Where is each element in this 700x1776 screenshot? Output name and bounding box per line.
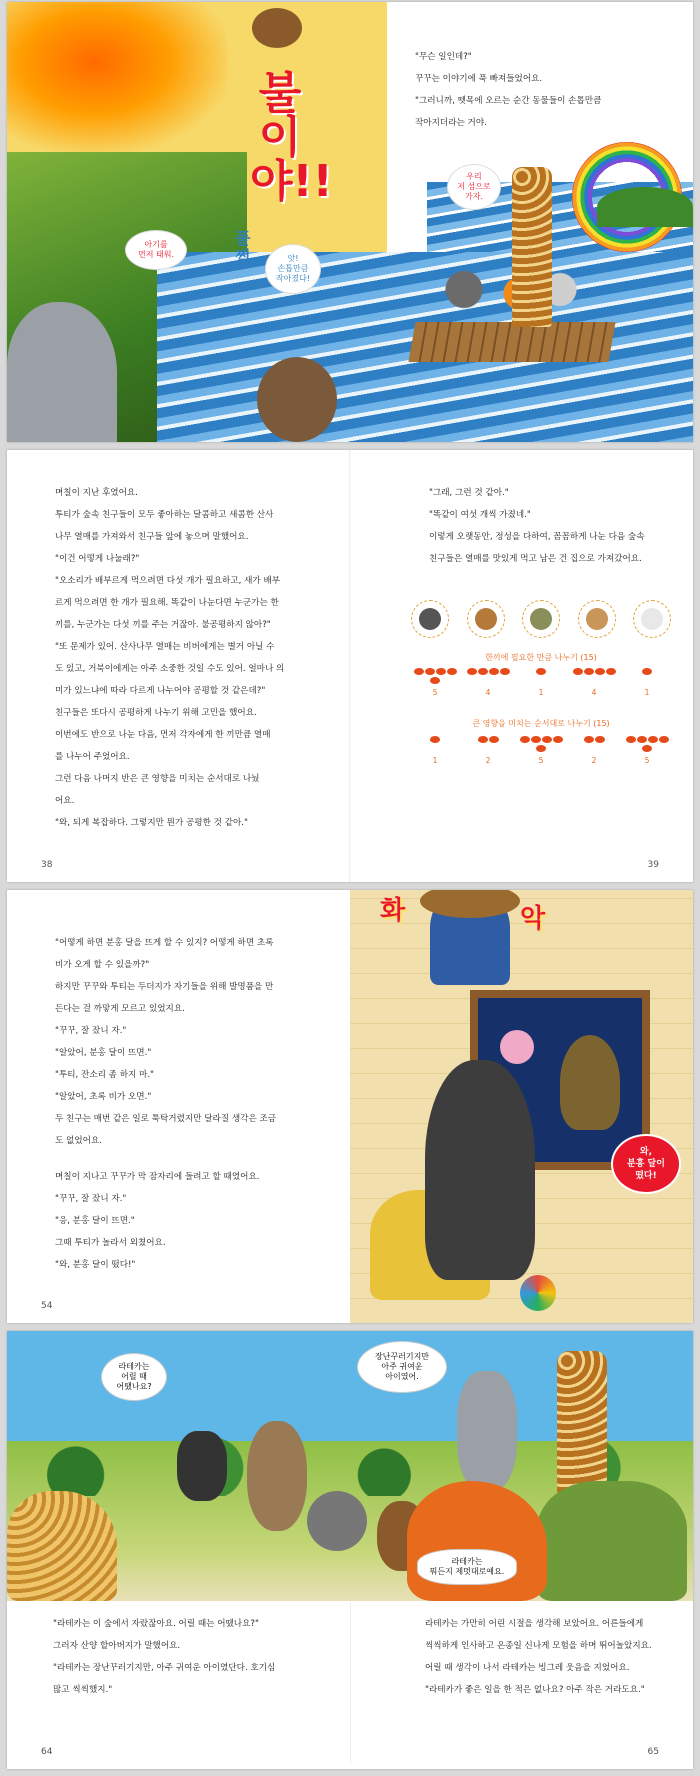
- story-text: [45, 932, 276, 1276]
- story-text-right: [419, 482, 645, 570]
- yarn-ball-illustration: [520, 1275, 556, 1311]
- berry-icon: [489, 668, 499, 675]
- berry-group: [623, 736, 671, 752]
- text-line: "라테카는 이 숲에서 자랐잖아요. 어릴 때는 어땠나요?": [53, 1619, 259, 1629]
- text-line: 어릴 때 생각이 나서 라테카는 빙그레 웃음을 지었어요.: [425, 1663, 630, 1673]
- share-cell: [464, 668, 512, 697]
- crocodile-illustration: [537, 1481, 687, 1601]
- text-line: "이건 어떻게 나눌래?": [55, 554, 140, 564]
- caption-meal-share: 한끼에 필요한 만큼 나누기 (15): [485, 653, 597, 662]
- berry-icon: [520, 736, 530, 743]
- text-line: 비가 오게 할 수 있을까?": [55, 960, 150, 970]
- berry-icon: [584, 668, 594, 675]
- text-line: 많고 씩씩했지.": [53, 1685, 113, 1695]
- mole-character-illustration: [425, 1060, 535, 1280]
- share-count: 4: [485, 688, 491, 697]
- berry-group: [517, 736, 565, 752]
- text-line: 든다는 걸 까맣게 모르고 있었지요.: [55, 1004, 185, 1014]
- text-line: "라테카가 좋은 일을 한 적은 없나요? 아주 작은 거라도요.": [425, 1685, 645, 1695]
- text-line: 작아지더라는 거야.: [415, 118, 487, 128]
- island-illustration: [597, 187, 693, 227]
- text-line: "와, 분홍 달이 떴다!": [55, 1260, 136, 1270]
- spread-pink-moon: [7, 890, 693, 1323]
- text-line: 그러자 산양 할아버지가 말했어요.: [53, 1641, 181, 1651]
- bird-icon: [633, 600, 671, 638]
- story-text-left: [43, 1613, 275, 1701]
- text-line: "꾸꾸, 잘 잤니 자.": [55, 1194, 127, 1204]
- text-line: 꾸꾸는 이야기에 푹 빠져들었어요.: [415, 74, 543, 84]
- spread-lateka: [7, 1331, 693, 1769]
- share-count: 5: [644, 756, 650, 765]
- berry-icon: [595, 668, 605, 675]
- text-line: "어떻게 하면 분홍 달을 뜨게 할 수 있지? 어떻게 하면 초록: [55, 938, 274, 948]
- text-line: 이렇게 오랫동안, 정성을 다하여, 꼼꼼하게 나눈 다음 숲속: [429, 532, 645, 542]
- leopard-illustration: [7, 1491, 117, 1601]
- story-text-left: [45, 482, 284, 834]
- berry-icon: [436, 668, 446, 675]
- text-line: "응, 분홍 달이 뜨면.": [55, 1216, 135, 1226]
- share-cell: [570, 668, 618, 697]
- text-line: 어요.: [55, 796, 75, 806]
- text-line: 를 나누어 주었어요.: [55, 752, 130, 762]
- badger-illustration: [177, 1431, 227, 1501]
- speech-bubble-baby: 아기를 먼저 태워.: [125, 230, 187, 270]
- text-line: 투티가 숲속 친구들이 모두 좋아하는 달콤하고 새콤한 산사: [55, 510, 274, 520]
- text-line: 르게 먹으려면 한 개가 필요해. 똑같이 나눈다면 누군가는 한: [55, 598, 279, 608]
- berry-icon: [478, 736, 488, 743]
- owl-illustration: [252, 8, 302, 48]
- berry-icon: [500, 668, 510, 675]
- turtle-icon: [522, 600, 560, 638]
- share-count: 5: [538, 756, 544, 765]
- share-row-meal: [411, 668, 671, 697]
- text-line: 친구들은 또다시 공평하게 나누기 위해 고민을 했어요.: [55, 708, 257, 718]
- share-count: 1: [644, 688, 650, 697]
- text-line: "라테카는 장난꾸러기지만, 아주 귀여운 아이였단다. 호기심: [53, 1663, 276, 1673]
- berry-icon: [531, 736, 541, 743]
- berry-icon: [430, 677, 440, 684]
- text-line: "투티, 잔소리 좀 하지 마.": [55, 1070, 155, 1080]
- berry-icon: [584, 736, 594, 743]
- sound-effect-2: 악: [520, 904, 546, 934]
- berry-group: [464, 668, 512, 684]
- giraffe-illustration: [512, 167, 552, 327]
- text-line: "무슨 일인데?": [415, 52, 472, 62]
- book-gutter: [349, 450, 351, 882]
- share-count: 2: [485, 756, 491, 765]
- speech-bubble-pink-moon: 와, 분홍 달이 떴다!: [611, 1134, 681, 1194]
- owl-illustration: [307, 1491, 367, 1551]
- sound-effect-1: 화: [380, 896, 406, 926]
- text-line: 친구들은 열매를 맛있게 먹고 남은 건 집으로 가져갔어요.: [429, 554, 642, 564]
- text-line: 며칠이 지나고 꾸꾸가 막 잠자리에 들려고 할 때였어요.: [55, 1172, 260, 1182]
- monkey-illustration: [257, 357, 337, 442]
- share-cell: [517, 668, 565, 697]
- berry-group: [411, 736, 459, 752]
- share-cell: [517, 736, 565, 765]
- berry-group: [623, 668, 671, 684]
- speech-bubble-question: 라테카는 어릴 때 어땠나요?: [101, 1353, 167, 1401]
- speech-bubble-fox: 라테카는 뭐든지 제멋대로예요.: [417, 1549, 517, 1585]
- fire-illustration: [7, 2, 227, 152]
- berry-icon: [595, 736, 605, 743]
- bedroom-illustration: [350, 890, 693, 1323]
- berry-icon: [637, 736, 647, 743]
- animal-icons-row: [411, 600, 671, 638]
- text-line: 씩씩하게 인사하고 온종일 신나게 모험을 하며 뛰어놀았지요.: [425, 1641, 652, 1651]
- berry-icon: [489, 736, 499, 743]
- berry-icon: [425, 668, 435, 675]
- berry-icon: [573, 668, 583, 675]
- text-line: "알았어, 분홍 달이 뜨면.": [55, 1048, 152, 1058]
- berry-group: [517, 668, 565, 684]
- text-line: 미가 있느냐에 따라 다르게 나누어야 공평할 것 같은데?": [55, 686, 266, 696]
- berry-icon: [467, 668, 477, 675]
- share-count: 2: [591, 756, 597, 765]
- share-count: 4: [591, 688, 597, 697]
- berry-icon: [626, 736, 636, 743]
- berry-icon: [542, 736, 552, 743]
- text-line: 그때 투티가 놀라서 외쳤어요.: [55, 1238, 166, 1248]
- berry-icon: [536, 745, 546, 752]
- text-line: "그래, 그런 것 같아.": [429, 488, 509, 498]
- berry-icon: [536, 668, 546, 675]
- pink-moon-illustration: [500, 1030, 534, 1064]
- berry-icon: [642, 745, 652, 752]
- book-gutter: [350, 1603, 351, 1763]
- share-count: 1: [432, 756, 438, 765]
- berry-icon: [659, 736, 669, 743]
- berry-icon: [642, 668, 652, 675]
- berry-icon: [648, 736, 658, 743]
- berry-icon: [430, 736, 440, 743]
- text-line: "똑같이 여섯 개씩 가졌네.": [429, 510, 531, 520]
- berry-group: [411, 668, 459, 684]
- berry-group: [570, 736, 618, 752]
- text-line: 나무 열매를 가져와서 친구들 앞에 놓으며 말했어요.: [55, 532, 249, 542]
- bird-character-illustration: [560, 1035, 620, 1130]
- page-number-right: 65: [647, 1747, 659, 1757]
- text-line: "꾸꾸, 잘 잤니 자.": [55, 1026, 127, 1036]
- text-line: 도 있고, 거북이에게는 아주 소중한 것일 수도 있어. 얼마나 의: [55, 664, 285, 674]
- share-row-impact: [411, 736, 671, 765]
- berry-icon: [478, 668, 488, 675]
- share-cell: [570, 736, 618, 765]
- text-line: 이번에도 반으로 나눈 다음, 먼저 각자에게 한 끼만큼 열매: [55, 730, 271, 740]
- share-cell: [623, 736, 671, 765]
- share-cell: [464, 736, 512, 765]
- text-line: 하지만 꾸꾸와 투티는 두더지가 자기들을 위해 발명품을 만: [55, 982, 274, 992]
- spread-sharing-berries: [7, 450, 693, 882]
- text-line: "와, 되게 복잡하다. 그렇지만 뭔가 공평한 것 같아.": [55, 818, 248, 828]
- share-cell: [411, 736, 459, 765]
- text-line: 라테카는 가만히 어린 시절을 생각해 보았어요. 어른들에게: [425, 1619, 644, 1629]
- text-line: "또 문제가 있어. 산사나무 열매는 비버에게는 별거 아닐 수: [55, 642, 275, 652]
- page-number-left: 64: [41, 1747, 53, 1757]
- text-line: 끼를, 누군가는 다섯 끼를 주는 거잖아. 불공평하지 않아?": [55, 620, 271, 630]
- caption-impact-share: 큰 영향을 미치는 순서대로 나누기 (15): [472, 719, 610, 728]
- share-count: 5: [432, 688, 438, 697]
- share-count: 1: [538, 688, 544, 697]
- spread-fire-escape: [7, 2, 693, 442]
- text-line: "알았어, 초록 비가 오면.": [55, 1092, 152, 1102]
- beaver-icon: [467, 600, 505, 638]
- story-text: [415, 46, 601, 134]
- berry-group: [464, 736, 512, 752]
- text-line: 두 친구는 매번 같은 일로 툭탁거렸지만 달라질 생각은 조금: [55, 1114, 277, 1124]
- share-cell: [411, 668, 459, 697]
- text-line: "그러니까, 뗏목에 오르는 순간 동물들이 손톱만큼: [415, 96, 602, 106]
- text-line: [45, 1152, 276, 1166]
- story-text-right: [415, 1613, 652, 1701]
- text-line: 며칠이 지난 후였어요.: [55, 488, 138, 498]
- berry-icon: [553, 736, 563, 743]
- badger-icon: [411, 600, 449, 638]
- page-number: 54: [41, 1301, 53, 1311]
- berry-icon: [447, 668, 457, 675]
- elephant-illustration: [7, 302, 117, 442]
- squirrel-icon: [578, 600, 616, 638]
- goat-illustration: [457, 1371, 517, 1491]
- berry-icon: [414, 668, 424, 675]
- text-line: 그런 다음 나머지 반은 큰 영향을 미치는 순서대로 나눴: [55, 774, 260, 784]
- share-cell: [623, 668, 671, 697]
- text-line: 도 없었어요.: [55, 1136, 102, 1146]
- monkey-illustration: [247, 1421, 307, 1531]
- berry-group: [570, 668, 618, 684]
- raft-illustration: [408, 322, 615, 362]
- berry-icon: [606, 668, 616, 675]
- speech-bubble-answer: 장난꾸러기지만 아주 귀여운 아이였어.: [357, 1341, 447, 1393]
- shout-title: 불이야!!: [250, 68, 333, 207]
- page-number-right: 39: [647, 860, 659, 870]
- page-number-left: 38: [41, 860, 53, 870]
- speech-bubble-island: 우리 저 섬으로 가자.: [447, 164, 501, 210]
- speech-bubble-small: 앗! 손톱만큼 작아졌다!: [265, 244, 321, 294]
- text-line: "오소리가 배부르게 먹으려면 다섯 개가 필요하고, 새가 배부: [55, 576, 281, 586]
- shout-sub: 풀쩍: [235, 229, 251, 266]
